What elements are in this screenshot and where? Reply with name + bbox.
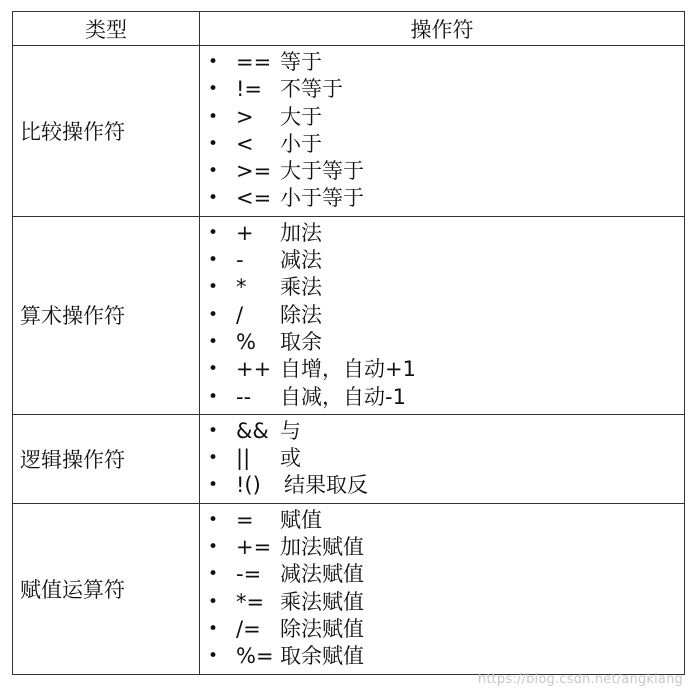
list-item [205,131,684,158]
list-item [205,329,684,356]
operators-cell [200,503,685,674]
operator-description: 大于等于 [280,159,364,184]
operator-symbol: % [236,329,256,354]
operator-description: 不等于 [280,77,343,102]
operator-symbol: - [236,248,244,273]
operator-description: 减法 [280,248,322,273]
operator-list [205,220,684,411]
list-item [205,274,684,301]
list-item [205,561,684,588]
operator-description: 小于等于 [280,186,364,211]
header-row [13,12,685,46]
bullet-icon: • [208,359,219,380]
list-item [205,616,684,643]
list-item [205,356,684,383]
bullet-icon: • [208,509,219,530]
operator-symbol: = [236,507,254,532]
list-item [205,302,684,329]
operator-symbol: + [236,220,254,245]
bullet-icon: • [208,250,219,271]
bullet-icon: • [208,331,219,352]
bullet-icon: • [208,277,219,298]
operators-cell [200,216,685,414]
table-row-comparison [13,46,685,217]
bullet-icon: • [208,188,219,209]
operator-symbol: !() [236,473,261,498]
bullet-icon: • [208,304,219,325]
operator-symbol: > [236,104,254,129]
header-type: 类型 [13,12,200,46]
list-item [205,589,684,616]
operator-symbol: -= [236,562,262,587]
list-item [205,185,684,212]
operator-description: 减法赋值 [280,562,364,587]
bullet-icon: • [208,591,219,612]
table-row-arithmetic [13,216,685,414]
operator-symbol: %= [236,644,274,669]
operator-description: 结果取反 [284,473,368,498]
bullet-icon: • [208,564,219,585]
operator-description: 加法赋值 [280,535,364,560]
operators-table [12,11,685,675]
operator-symbol: ++ [236,357,272,382]
bullet-icon: • [208,222,219,243]
operator-symbol: *= [236,589,265,614]
operators-cell [200,414,685,503]
operator-description: 乘法赋值 [280,589,364,614]
list-item [205,247,684,274]
list-item [205,418,684,445]
bullet-icon: • [208,386,219,407]
bullet-icon: • [208,133,219,154]
list-item [205,534,684,561]
operator-description: 赋值 [280,507,322,532]
operator-symbol: * [236,275,247,300]
list-item [205,507,684,534]
list-item [205,472,684,499]
operator-symbol: || [236,446,251,471]
type-cell: 算术操作符 [13,216,200,414]
list-item [205,445,684,472]
operator-list [205,418,684,500]
operator-description: 小于 [280,131,322,156]
operator-description: 取余赋值 [280,644,364,669]
list-item [205,49,684,76]
bullet-icon: • [208,537,219,558]
table-body [13,46,685,675]
operator-symbol: <= [236,186,272,211]
operator-symbol: != [236,77,263,102]
operator-symbol: += [236,535,272,560]
list-item [205,643,684,670]
operator-symbol: < [236,131,254,156]
operator-description: 取余 [280,329,322,354]
list-item [205,158,684,185]
operator-list [205,507,684,671]
operator-symbol: && [236,418,269,443]
type-cell: 赋值运算符 [13,503,200,674]
watermark-text: https://blog.csdn.net/angkiang [477,672,683,687]
operator-description: 加法 [280,220,322,245]
bullet-icon: • [208,106,219,127]
operator-description: 或 [280,446,301,471]
operator-description: 自减，自动-1 [280,384,406,409]
operator-description: 大于 [280,104,322,129]
type-cell: 比较操作符 [13,46,200,217]
operator-symbol: / [236,302,244,327]
operator-description: 与 [280,418,301,443]
list-item [205,104,684,131]
operator-description: 除法赋值 [280,616,364,641]
bullet-icon: • [208,79,219,100]
header-operators: 操作符 [200,12,685,46]
bullet-icon: • [208,161,219,182]
bullet-icon: • [208,52,219,72]
operator-description: 乘法 [280,275,322,300]
bullet-icon: • [208,420,219,441]
list-item [205,220,684,247]
operator-symbol: -- [236,384,252,409]
bullet-icon: • [208,475,219,496]
operator-symbol: /= [236,616,261,641]
table-row-logical [13,414,685,503]
bullet-icon: • [208,646,219,667]
operator-description: 除法 [280,302,322,327]
table-row-assignment [13,503,685,674]
operator-symbol: >= [236,159,272,184]
operators-cell [200,46,685,217]
list-item [205,76,684,103]
bullet-icon: • [208,448,219,469]
type-cell: 逻辑操作符 [13,414,200,503]
operator-description: 等于 [280,50,322,74]
bullet-icon: • [208,618,219,639]
operator-list [205,49,684,213]
operator-description: 自增，自动+1 [280,357,416,382]
list-item [205,384,684,411]
operator-symbol: == [236,50,272,74]
